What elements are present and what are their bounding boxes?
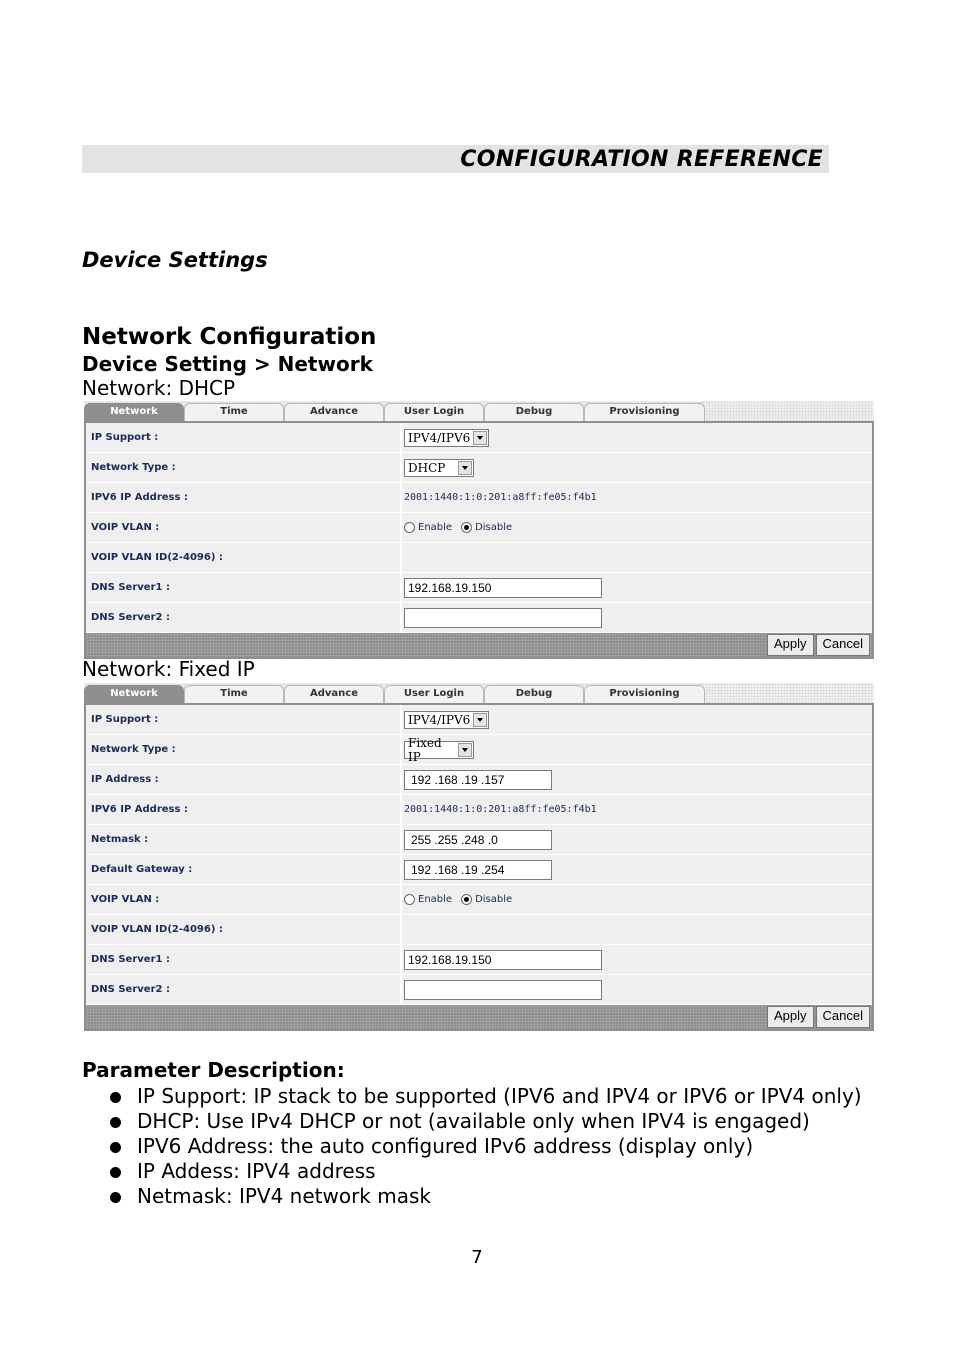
network-type-select[interactable] xyxy=(404,459,474,477)
ip-address-input[interactable]: 192 .168 .19 .157 xyxy=(404,770,552,790)
tab-time[interactable]: Time xyxy=(184,403,284,421)
dns1-input[interactable]: 192.168.19.150 xyxy=(404,950,602,970)
tab-time[interactable]: Time xyxy=(184,685,284,703)
breadcrumb: Device Setting > Network xyxy=(82,352,373,376)
ip-support-select[interactable] xyxy=(404,429,489,447)
ipv6-label: IPV6 IP Address : xyxy=(86,795,400,824)
tab-bar xyxy=(84,401,874,421)
row-ipv6 xyxy=(86,483,872,513)
row-network-type xyxy=(86,453,872,483)
row-voip-vlan xyxy=(86,885,872,915)
tab-user-login[interactable]: User Login xyxy=(384,403,484,421)
apply-button[interactable]: Apply xyxy=(767,634,814,656)
ipv6-value: 2001:1440:1:0:201:a8ff:fe05:f4b1 xyxy=(404,492,597,503)
form-body xyxy=(84,703,874,1031)
ip-support-label: IP Support : xyxy=(86,423,400,452)
tab-debug[interactable]: Debug xyxy=(484,403,584,421)
network-type-label: Network Type : xyxy=(86,735,400,764)
form-footer xyxy=(86,1005,872,1029)
page-heading: Network Configuration xyxy=(82,324,377,350)
cancel-button[interactable]: Cancel xyxy=(816,1006,870,1028)
row-ipv6 xyxy=(86,795,872,825)
param-list xyxy=(108,1084,868,1209)
vlan-disable-label: Disable xyxy=(475,522,513,533)
tab-provisioning[interactable]: Provisioning xyxy=(584,685,705,703)
gateway-input[interactable]: 192 .168 .19 .254 xyxy=(404,860,552,880)
ip-support-value: IPV4/IPV6 xyxy=(408,712,471,727)
vlan-disable-radio[interactable] xyxy=(461,522,472,533)
tab-advance[interactable]: Advance xyxy=(284,403,384,421)
row-dns1 xyxy=(86,945,872,975)
form-footer xyxy=(86,633,872,657)
ip-support-value: IPV4/IPV6 xyxy=(408,430,471,445)
network-type-value: Fixed IP xyxy=(408,735,442,764)
header-band xyxy=(82,145,829,173)
dns2-input[interactable] xyxy=(404,980,602,1000)
netmask-label: Netmask : xyxy=(86,825,400,854)
apply-button[interactable]: Apply xyxy=(767,1006,814,1028)
network-type-label: Network Type : xyxy=(86,453,400,482)
row-network-type xyxy=(86,735,872,765)
vlan-enable-radio[interactable] xyxy=(404,894,415,905)
dns1-label: DNS Server1 : xyxy=(86,945,400,974)
tab-network[interactable]: Network xyxy=(84,685,184,703)
ip-support-select[interactable] xyxy=(404,711,489,729)
dns2-label: DNS Server2 : xyxy=(86,975,400,1004)
vlan-enable-label: Enable xyxy=(418,894,453,905)
vlan-disable-radio[interactable] xyxy=(461,894,472,905)
tab-user-login[interactable]: User Login xyxy=(384,685,484,703)
row-vlan-id xyxy=(86,543,872,573)
row-ip-address xyxy=(86,765,872,795)
vlan-enable-radio[interactable] xyxy=(404,522,415,533)
fixed-caption: Network: Fixed IP xyxy=(82,657,255,681)
dns1-label: DNS Server1 : xyxy=(86,573,400,602)
list-item: Netmask: IPV4 network mask xyxy=(108,1184,868,1209)
ipv6-value: 2001:1440:1:0:201:a8ff:fe05:f4b1 xyxy=(404,804,597,815)
section-title: Device Settings xyxy=(82,248,268,272)
row-netmask xyxy=(86,825,872,855)
list-item: IPV6 Address: the auto configured IPv6 address (display only) xyxy=(108,1134,868,1159)
list-item: IP Support: IP stack to be supported (IPV6 and IPV4 or IPV6 or IPV4 only) xyxy=(108,1084,868,1109)
tab-bar xyxy=(84,683,874,703)
header-title: CONFIGURATION REFERENCE xyxy=(460,147,823,172)
list-item: IP Addess: IPV4 address xyxy=(108,1159,868,1184)
dhcp-caption: Network: DHCP xyxy=(82,376,236,400)
chevron-down-icon xyxy=(458,743,472,757)
dns2-input[interactable] xyxy=(404,608,602,628)
voip-vlan-label: VOIP VLAN : xyxy=(86,885,400,914)
param-title: Parameter Description: xyxy=(82,1058,345,1082)
tab-network[interactable]: Network xyxy=(84,403,184,421)
dns2-label: DNS Server2 : xyxy=(86,603,400,632)
list-item: DHCP: Use IPv4 DHCP or not (available only when IPV4 is engaged) xyxy=(108,1109,868,1134)
gateway-label: Default Gateway : xyxy=(86,855,400,884)
row-gateway xyxy=(86,855,872,885)
fixed-panel xyxy=(84,683,874,1031)
page-number: 7 xyxy=(471,1247,483,1268)
chevron-down-icon xyxy=(473,713,487,727)
ip-support-label: IP Support : xyxy=(86,705,400,734)
vlan-enable-label: Enable xyxy=(418,522,453,533)
row-ip-support xyxy=(86,705,872,735)
network-type-select[interactable] xyxy=(404,735,474,764)
tab-provisioning[interactable]: Provisioning xyxy=(584,403,705,421)
row-vlan-id xyxy=(86,915,872,945)
vlan-disable-label: Disable xyxy=(475,894,513,905)
tab-debug[interactable]: Debug xyxy=(484,685,584,703)
row-dns2 xyxy=(86,603,872,633)
row-dns1 xyxy=(86,573,872,603)
row-ip-support xyxy=(86,423,872,453)
row-voip-vlan xyxy=(86,513,872,543)
voip-vlan-label: VOIP VLAN : xyxy=(86,513,400,542)
chevron-down-icon xyxy=(473,431,487,445)
network-type-value: DHCP xyxy=(408,460,446,475)
netmask-input[interactable]: 255 .255 .248 .0 xyxy=(404,830,552,850)
ip-address-label: IP Address : xyxy=(86,765,400,794)
ipv6-label: IPV6 IP Address : xyxy=(86,483,400,512)
chevron-down-icon xyxy=(458,461,472,475)
dhcp-panel xyxy=(84,401,874,659)
vlan-id-label: VOIP VLAN ID(2-4096) : xyxy=(86,915,400,944)
dns1-input[interactable]: 192.168.19.150 xyxy=(404,578,602,598)
tab-advance[interactable]: Advance xyxy=(284,685,384,703)
row-dns2 xyxy=(86,975,872,1005)
cancel-button[interactable]: Cancel xyxy=(816,634,870,656)
form-body xyxy=(84,421,874,659)
vlan-id-label: VOIP VLAN ID(2-4096) : xyxy=(86,543,400,572)
